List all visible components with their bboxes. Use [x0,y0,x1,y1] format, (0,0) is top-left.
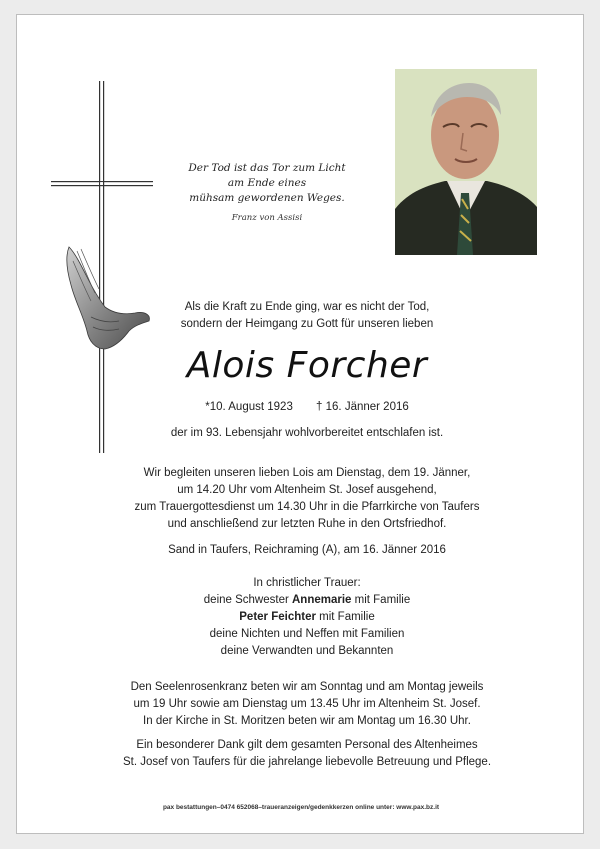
mourner-relatives: deine Verwandten und Bekannten [220,645,394,657]
intro-line: Als die Kraft zu Ende ging, war es nicht der Tod, [184,301,430,313]
deceased-name: Alois Forcher [186,345,428,386]
intro-text [107,299,507,333]
age-text: der im 93. Lebensjahr wohlvorbereitet entschlafen ist. [170,427,444,439]
portrait-photo [395,69,537,255]
mourner-sister: deine Schwester Annemarie mit Familie [203,594,411,606]
quote-line: am Ende eines [227,177,307,189]
praying-hands-icon [61,243,153,353]
mourner-peter: Peter Feichter mit Familie [239,611,375,623]
thanks-line: Ein besonderer Dank gilt dem gesamten Personal des Altenheimes [136,739,478,751]
funeral-line: und anschließend zur letzten Ruhe in den Ortsfriedhof. [167,518,447,530]
death-date: † 16. Jänner 2016 [316,401,409,413]
intro-line: sondern der Heimgang zu Gott für unseren lieben [180,318,434,330]
birth-date: *10. August 1923 [205,401,293,413]
rosary-line: Den Seelenrosenkranz beten wir am Sonntag und am Montag jeweils [130,681,484,693]
mourners-heading: In christlicher Trauer: [253,577,361,589]
funeral-info [107,465,507,533]
quote [167,161,367,226]
thanks-line: St. Josef von Taufers für die jahrelange liebevolle Betreuung und Pflege. [122,756,492,768]
funeral-line: Wir begleiten unseren lieben Lois am Dienstag, dem 19. Jänner, [143,467,471,479]
place-date-text: Sand in Taufers, Reichraming (A), am 16. Jänner 2016 [168,544,446,556]
obituary-card [16,14,584,834]
funeral-line: zum Trauergottesdienst um 14.30 Uhr in die Pfarrkirche von Taufers [134,501,480,513]
mourners [107,575,507,660]
age-line [107,425,507,442]
place-date [107,542,507,559]
life-dates [107,399,507,416]
thanks [107,737,507,771]
quote-line: Der Tod ist das Tor zum Licht [188,162,346,174]
quote-author: Franz von Assisi [231,213,303,223]
mourner-nieces: deine Nichten und Neffen mit Familien [209,628,405,640]
quote-line: mühsam gewordenen Weges. [189,192,345,204]
funeral-line: um 14.20 Uhr vom Altenheim St. Josef ausgehend, [177,484,437,496]
rosary-line: In der Kirche in St. Moritzen beten wir am Montag um 16.30 Uhr. [143,715,471,727]
rosary-info [107,679,507,730]
rosary-line: um 19 Uhr sowie am Dienstag um 13.45 Uhr im Altenheim St. Josef. [133,698,481,710]
footer: pax bestattungen–0474 652068–traueranzeigen/gedenkkerzen online unter: www.pax.bz.it [162,804,440,811]
